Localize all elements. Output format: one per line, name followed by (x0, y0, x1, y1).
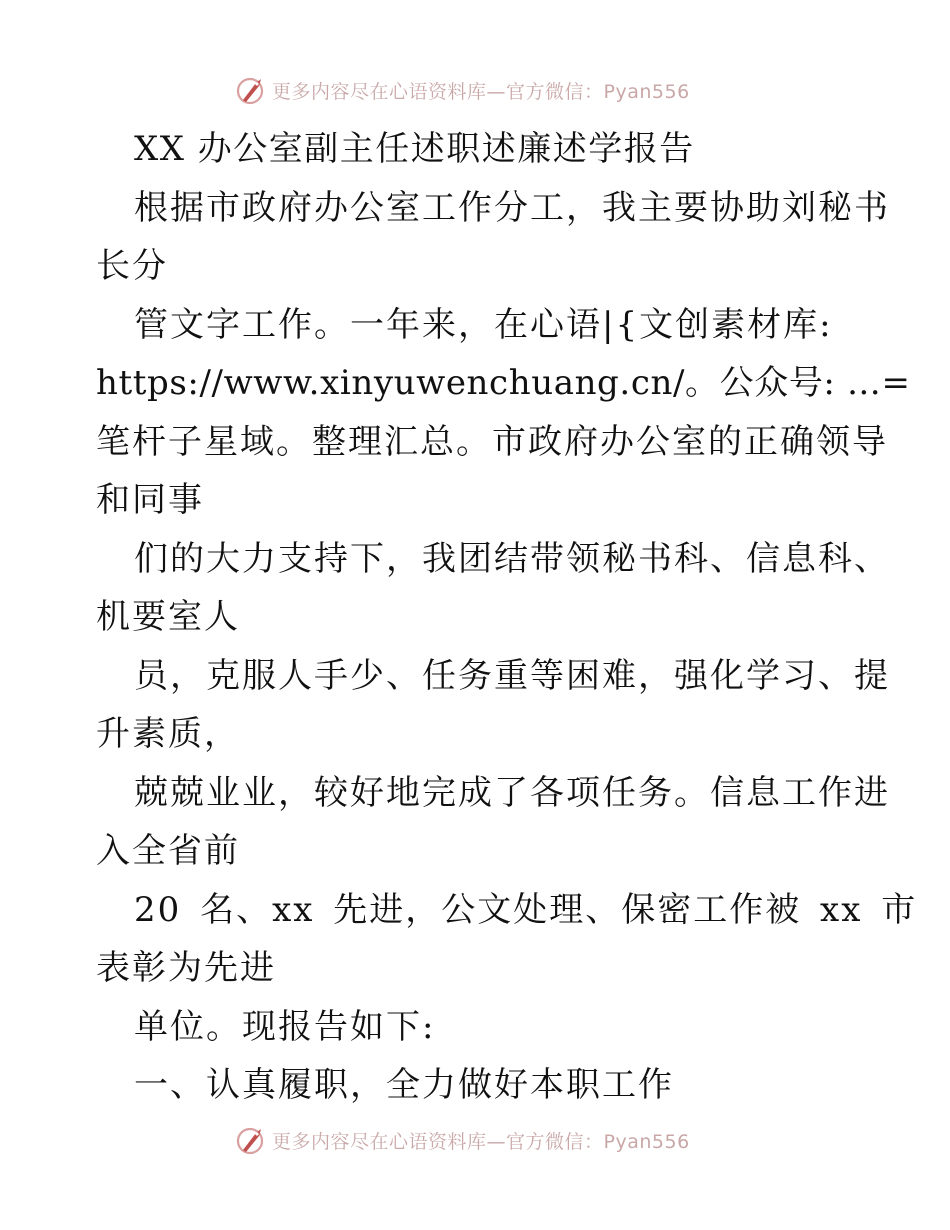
paragraph-line: 笔杆子星域。整理汇总。市政府办公室的正确领导 (96, 421, 888, 462)
document-body (96, 120, 918, 1115)
header-banner (234, 72, 690, 108)
paragraph-line: 表彰为先进 (96, 948, 276, 988)
footer-banner (234, 1122, 690, 1158)
paragraph-line: https://www.xinyuwenchuang.cn/。公众号: …= (96, 363, 911, 403)
section-heading: 一、认真履职，全力做好本职工作 (134, 1065, 674, 1105)
paragraph-line: 和同事 (96, 480, 204, 520)
banner-text: 更多内容尽在心语资料库—官方微信：Pyan556 (272, 1130, 690, 1153)
paragraph-line: 员，克服人手少、任务重等困难，强化学习、提 (134, 655, 890, 696)
paragraph-line: 单位。现报告如下: (134, 1006, 436, 1047)
paragraph-line: 管文字工作。一年来，在心语|{文创素材库: (134, 304, 833, 345)
paragraph-line: 20 名、xx 先进，公文处理、保密工作被 xx 市 (134, 889, 918, 930)
paragraph-line: 升素质， (96, 714, 240, 754)
pen-nib-circle-icon (234, 73, 268, 107)
paragraph-line: 兢兢业业，较好地完成了各项任务。信息工作进 (134, 772, 890, 813)
banner-text: 更多内容尽在心语资料库—官方微信：Pyan556 (272, 80, 690, 103)
pen-nib-circle-icon (234, 1123, 268, 1157)
paragraph-line: 长分 (96, 246, 168, 286)
paragraph-line: 们的大力支持下，我团结带领秘书科、信息科、 (134, 538, 890, 579)
paragraph-line: 入全省前 (96, 831, 240, 871)
document-title: XX 办公室副主任述职述廉述学报告 (134, 129, 695, 169)
paragraph-line: 根据市政府办公室工作分工，我主要协助刘秘书 (134, 187, 890, 228)
paragraph-line: 机要室人 (96, 597, 240, 637)
